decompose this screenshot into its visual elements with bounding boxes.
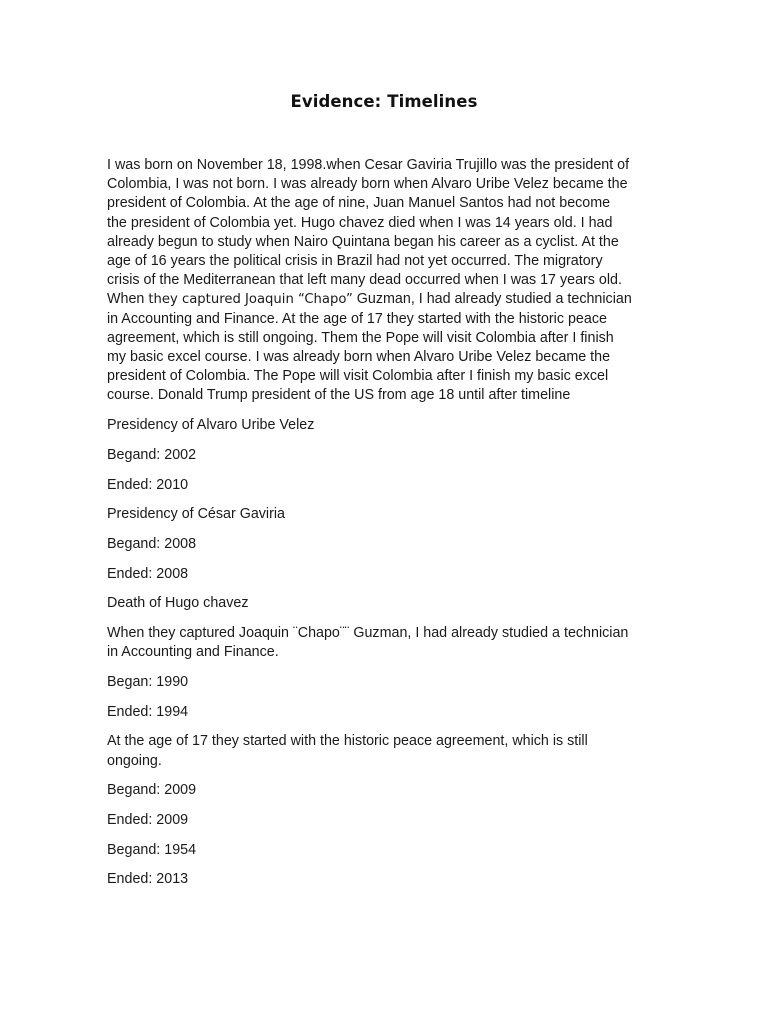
- intro-line-pre: When: [107, 291, 149, 308]
- intro-line: president of Colombia. At the age of nine, Juan Manuel Santos had not become: [107, 195, 611, 212]
- chapo-line: in Accounting and Finance.: [107, 644, 279, 661]
- intro-line: [107, 290, 667, 309]
- intro-line: crisis of the Mediterranean that left many dead occurred when I was 17 years old.: [107, 272, 622, 289]
- entry-date: Ended: 2009: [107, 811, 189, 828]
- chapo-paragraph: [107, 624, 667, 662]
- peace-paragraph: [107, 732, 667, 770]
- entry-date: Ended: 1994: [107, 703, 189, 720]
- entry-heading: Presidency of César Gaviria: [107, 506, 285, 523]
- peace-line: ongoing.: [107, 752, 162, 769]
- intro-line: in Accounting and Finance. At the age of 17 they started with the historic peace: [107, 310, 607, 327]
- entry-date: Ended: 2013: [107, 871, 189, 888]
- intro-line: I was born on November 18, 1998.when Cesar Gaviria Trujillo was the president of: [107, 157, 630, 173]
- intro-line-styled: they captured Joaquin “Chapo”: [148, 292, 353, 308]
- intro-line: course. Donald Trump president of the US from age 18 until after timeline: [107, 387, 571, 404]
- entry-date: Begand: 2002: [107, 446, 197, 463]
- document-title: Evidence: Timelines: [290, 92, 478, 111]
- intro-line: already begun to study when Nairo Quintana began his career as a cyclist. At the: [107, 233, 619, 250]
- entry-heading: Death of Hugo chavez: [107, 595, 249, 612]
- intro-line: my basic excel course. I was already born when Alvaro Uribe Velez became the: [107, 349, 611, 366]
- entry-heading: Presidency of Alvaro Uribe Velez: [107, 417, 315, 434]
- entry-date: Began: 1990: [107, 673, 189, 690]
- intro-line: president of Colombia. The Pope will visit Colombia after I finish my basic excel: [107, 368, 609, 385]
- entry-date: Ended: 2010: [107, 476, 189, 493]
- intro-paragraph: [107, 156, 667, 406]
- entry-date: Begand: 2008: [107, 535, 197, 552]
- document-body: [107, 156, 667, 900]
- entry-date: Ended: 2008: [107, 565, 189, 582]
- entry-date: Begand: 2009: [107, 782, 197, 799]
- intro-line: Colombia, I was not born. I was already born when Alvaro Uribe Velez became the: [107, 176, 628, 193]
- intro-line: age of 16 years the political crisis in Brazil had not yet occurred. The migratory: [107, 253, 603, 270]
- chapo-line: When they captured Joaquin ¨Chapo¨¨ Guzman, I had already studied a technician: [107, 625, 629, 642]
- intro-line: agreement, which is still ongoing. Them the Pope will visit Colombia after I finish: [107, 329, 614, 346]
- intro-line: the president of Colombia yet. Hugo chavez died when I was 14 years old. I had: [107, 214, 613, 231]
- entry-date: Begand: 1954: [107, 841, 197, 858]
- intro-line-post: Guzman, I had already studied a technician: [352, 291, 632, 308]
- peace-line: At the age of 17 they started with the historic peace agreement, which is still: [107, 733, 588, 750]
